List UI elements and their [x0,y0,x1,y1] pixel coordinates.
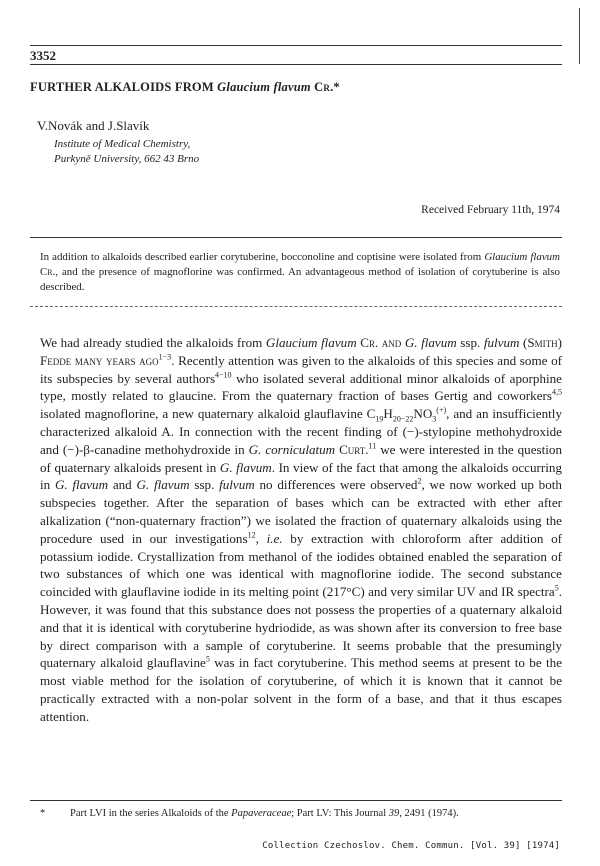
affiliation [54,137,199,167]
footnote-text: , 2491 (1974). [399,808,459,819]
margin-vertical-rule [579,8,580,64]
formula-subscript: 19 [375,414,384,424]
formula-text: NO [413,406,433,422]
title-main: FURTHER ALKALOIDS FROM [30,80,214,94]
species-name: fulvum [483,335,520,350]
article-title [30,80,340,95]
author-list: V.Novák and J.Slavík [37,118,150,133]
abstract [40,250,560,295]
formula-superscript: (+) [436,405,447,415]
text-run: ssp. [194,477,215,493]
abstract-text: In addition to alkaloids described earlier corytuberine, bocconoline and coptisine were isolated from [40,251,482,263]
text-run: Cr. and [360,335,402,350]
species-name: fulvum [219,477,255,493]
text-run: ssp. [460,335,481,350]
volume-number: 39 [388,808,400,819]
text-run: who isolated several additional minor alkaloids of aporphine type, mostly related to glaucine. From the quaternary fraction of bases Gertig and coworkers [40,370,562,404]
footnote-text: ; Part LV: This Journal [291,808,387,819]
formula-subscript: 3 [432,414,437,424]
formula-text: H [383,406,393,422]
species-name: G. flavum [404,335,457,350]
abstract-text: , and the presence of magnoflorine was confirmed. An advantageous method of isolation of corytuberine is also described. [40,266,560,293]
text-run: , we now worked up both subspecies together. After the separation of bases which can be extracted with ether after alkalization (“non-quaternary fraction”) we isolated the fraction of quaternary alkaloids using the procedure used in our investigations [40,477,562,546]
text-run: was in fact corytuberine. This method seems at present to be the most viable method for the isolation of corytuberine, of which it is known that it cannot be practically extracted with a non-polar solvent in the form of a base, and that it thus escapes attention. [40,655,562,724]
abstract-bottom-rule [30,306,562,307]
citation-ref: 4−10 [215,370,232,380]
body-text [40,334,562,726]
text-run: We had already studied the alkaloids from [40,335,263,350]
citation-ref: 12 [247,530,256,540]
text-run: we were interested in the question of quaternary alkaloids present in [40,441,562,475]
text-run: . In view of the fact that among the alkaloids occurring in [40,459,562,493]
footnote-rule [30,800,562,801]
text-run: isolated magnoflorine, a new quaternary alkaloid glauflavine C [40,406,376,422]
header-top-rule [30,45,562,46]
citation-ref: 5 [554,583,559,593]
abstract-author-abbrev: Cr. [40,266,56,278]
species-name: G. flavum [219,459,272,475]
affiliation-line: Purkyně University, 662 43 Brno [54,153,200,165]
citation-ref: 1−3 [158,352,172,362]
text-run: Curt. [339,441,369,457]
text-run: . Recently attention was given to the alkaloids of this species and some of its subspecies by several authors [40,352,562,386]
citation-ref: 5 [205,654,210,664]
footnote-marker: * [40,808,46,819]
text-run: . However, it was found that this substance does not possess the properties of a quaternary alkaloid and that it is identical with corytuberine hydriodide, as was shown after its conversion to free base by direct comparison with a sample of corytuberine. It seems probable that the presumingly quaternary alkaloid glauflavine [40,584,562,671]
text-run: no differences were observed [259,477,418,493]
formula-subscript: 20−22 [392,414,414,424]
journal-footer: Collection Czechoslov. Chem. Commun. [Vol. 39] [1974] [262,841,560,851]
title-author: Cr.* [314,80,340,94]
text-run: , [255,530,259,546]
body-paragraph [40,334,562,726]
footnote-text: Part LVI in the series Alkaloids of the [70,808,229,819]
title-species: Glaucium flavum [217,80,311,94]
text-run: and [112,477,132,493]
family-name: Papaveraceae [231,808,292,819]
abstract-top-rule [30,237,562,238]
page-number: 3352 [30,48,56,63]
citation-ref: 11 [368,441,377,451]
text-run: by extraction with chloroform after addition of potassium iodide. Crystallization from methanol of the iodides obtained enabled the separation of two substances of which one was identical with magnoflorine iodide. The second substance coincided with glauflavine iodide in its melting point (217°C) and very similar UV and IR spectra [40,530,562,600]
footnote [40,808,560,819]
species-name: Glaucium flavum [265,335,357,350]
header-bottom-rule [30,64,562,65]
species-name: G. flavum [136,477,190,493]
abstract-species: Glaucium flavum [484,251,560,263]
text-run: , and an insufficiently characterized alkaloid A. In connection with the recent finding of (−)-stylopine methohydroxide and (−)-β-canadine methohydroxide in [40,406,562,457]
emphasis: i.e. [266,530,283,546]
citation-ref: 2 [417,477,422,487]
received-date: Received February 11th, 1974 [421,204,560,216]
species-name: G. flavum [54,477,109,493]
affiliation-line: Institute of Medical Chemistry, [54,138,191,150]
citation-ref: 4,5 [552,388,562,398]
text-run: (Smith) Fedde many years ago [40,335,563,368]
species-name: G. corniculatum [248,441,336,457]
